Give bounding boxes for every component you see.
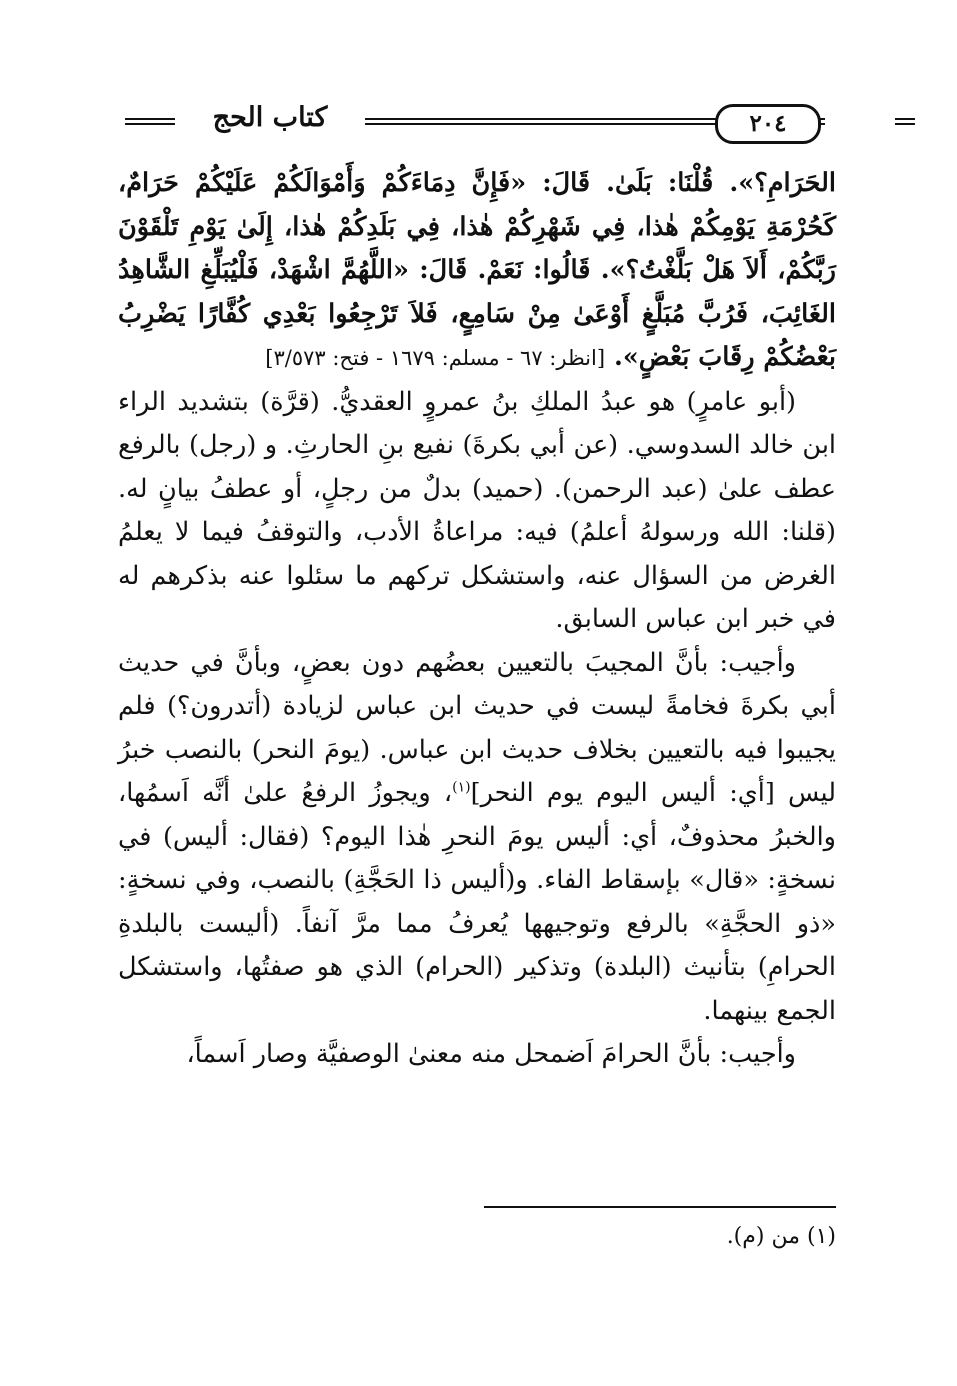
header-rule-right — [895, 118, 915, 125]
page-number-badge: ٢٠٤ — [715, 104, 821, 144]
commentary-paragraph — [118, 642, 836, 1034]
page-header — [125, 100, 835, 144]
footnote: (١) من (م). — [726, 1224, 836, 1249]
commentary-text: وأجيب: بأنَّ المجيبَ بالتعيين بعضُهم دون بعضٍ، وبأنَّ في حديث أبي بكرةَ فخامةً ليست في حديث ابن عباس لزيادة (أتدرون؟) فلم يجيبوا فيه بالتعيين بخلاف حديث ابن عباس. (يومَ النحر) بالنصب خبرُ ليس [أي: أليس اليوم يوم النحر] — [118, 647, 837, 808]
hadith-paragraph — [118, 162, 836, 381]
main-text — [118, 162, 836, 1077]
commentary-text: ، ويجوزُ الرفعُ علىٰ أنَّه اَسمُها، والخبرُ محذوفٌ، أي: أليس يومَ النحرِ هٰذا اليوم؟ (فقال: أليس) في نسخةٍ: «قال» بإسقاط الفاء. و(أليس ذا الحَجَّةِ) بالنصب، وفي نسخةٍ: «ذو الحجَّةِ» بالرفع وتوجيهها يُعرفُ مما مرَّ آنفاً. (أليست بالبلدةِ الحرامِ) بتأنيث (البلدة) وتذكير (الحرام) الذي هو صفتُها، واستشكل الجمع بينهما. — [118, 778, 836, 1026]
commentary-paragraph: وأجيب: بأنَّ الحرامَ اَضمحل منه معنىٰ الوصفيَّة وصار اَسماً، — [186, 1039, 796, 1069]
commentary-paragraph: (أبو عامرٍ) هو عبدُ الملكِ بنُ عمروٍ العقديُّ. (قرَّة) بتشديد الراء ابن خالد السدوسي. (عن أبي بكرةَ) نفيع بنِ الحارثِ. و (رجل) بالرفع عطف علىٰ (عبد الرحمن). (حميد) بدلٌ من رجلٍ، أو عطفُ بيانٍ له. (قلنا: الله ورسولهُ أعلمُ) فيه: مراعاةُ الأدب، والتوقفُ فيما لا يعلمُ الغرض من السؤال عنه، واستشكل تركهم ما سئلوا عنه بذكرهم له في خبر ابن عباس السابق. — [118, 386, 836, 634]
running-title: كتاب الحج — [212, 102, 328, 133]
footnote-separator — [484, 1206, 836, 1208]
hadith-reference: [انظر: ٦٧ - مسلم: ١٦٧٩ - فتح: ٣/٥٧٣] — [265, 346, 606, 370]
footnote-marker[interactable]: (١) — [452, 779, 471, 796]
hadith-text: الحَرَامِ؟». قُلْنَا: بَلَىٰ. قَالَ: «فَإِنَّ دِمَاءَكُمْ وَأَمْوَالَكُمْ عَلَيْكُمْ حَرَامٌ، كَحُرْمَةِ يَوْمِكُمْ هٰذا، فِي شَهْرِكُمْ هٰذا، فِي بَلَدِكُمْ هٰذا، إِلَىٰ يَوْمِ تَلْقَوْنَ رَبَّكُمْ، أَلاَ هَلْ بَلَّغْتُ؟». قَالُوا: نَعَمْ. قَالَ: «اللَّهُمَّ اشْهَدْ، فَلْيُبَلِّغِ الشَّاهِدُ الغَائِبَ، فَرُبَّ مُبَلَّغٍ أَوْعَىٰ مِنْ سَامِعٍ، فَلاَ تَرْجِعُوا بَعْدِي كُفَّارًا يَضْرِبُ بَعْضُكُمْ رِقَابَ بَعْضٍ». — [118, 168, 836, 372]
header-rule-left — [125, 118, 175, 125]
